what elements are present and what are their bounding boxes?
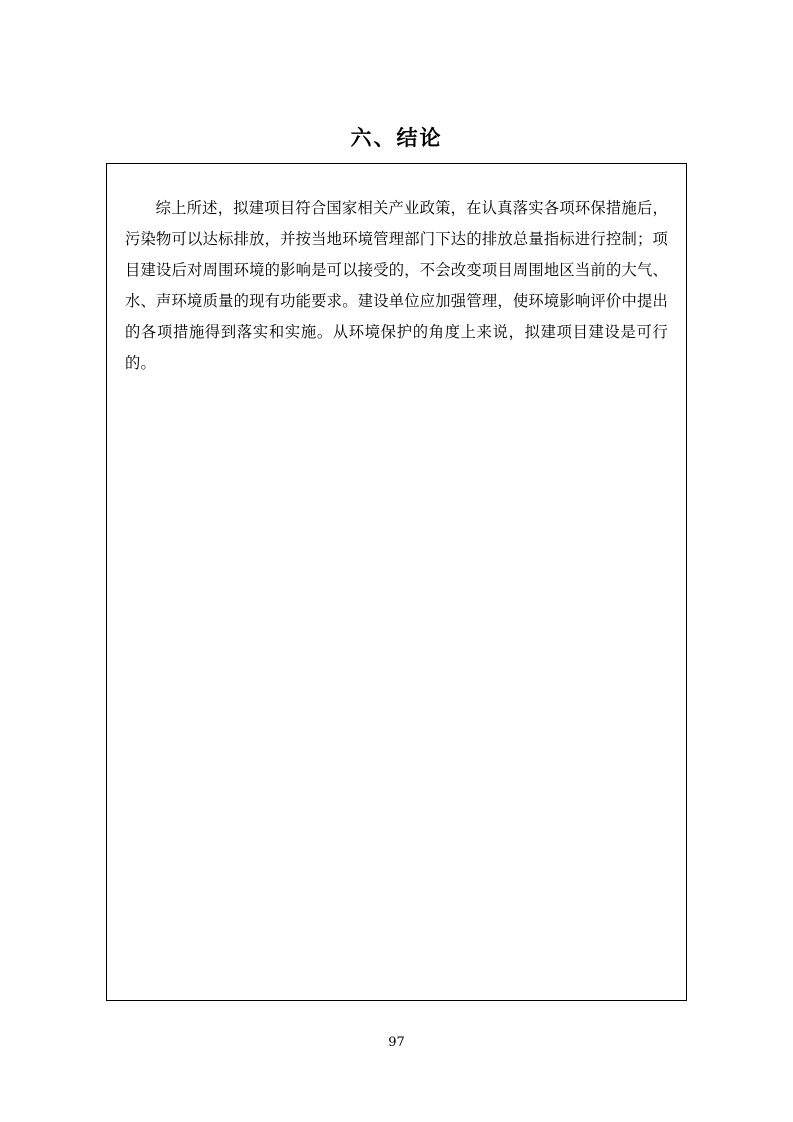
- content-box: [106, 163, 687, 1001]
- page-title: 六、结论: [350, 125, 443, 150]
- conclusion-paragraph: 综上所述，拟建项目符合国家相关产业政策，在认真落实各项环保措施后，污染物可以达标排放，并按当地环境管理部门下达的排放总量指标进行控制；项目建设后对周围环境的影响是可以接受的，不会改变项目周围地区当前的大气、水、声环境质量的现有功能要求。建设单位应加强管理，使环境影响评价中提出的各项措施得到落实和实施。从环境保护的角度上来说，拟建项目建设是可行的。: [125, 199, 668, 373]
- page-number: 97: [388, 1035, 405, 1050]
